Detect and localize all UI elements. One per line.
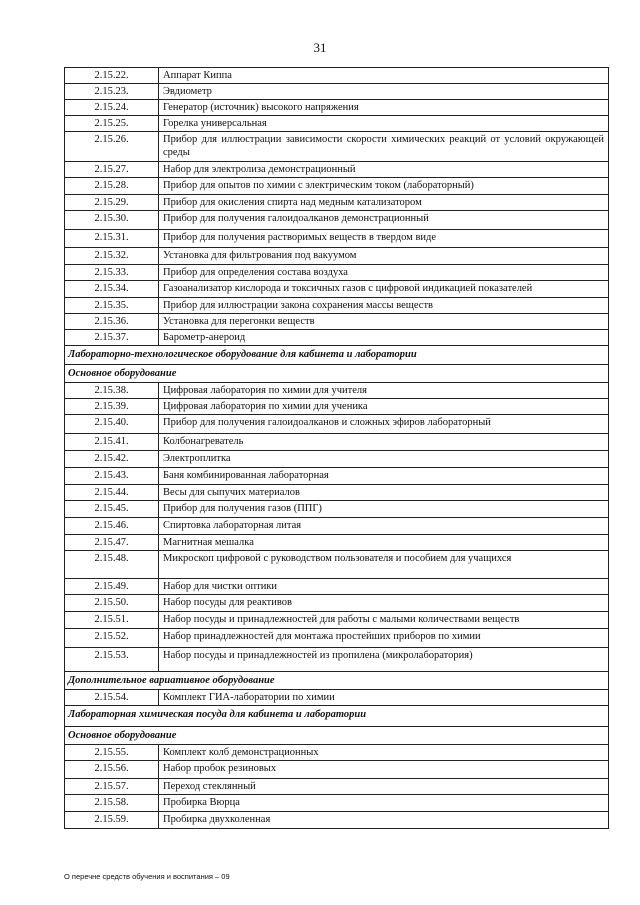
table-row [65, 84, 609, 100]
item-number: 2.15.36. [65, 314, 159, 330]
item-number: 2.15.57. [65, 779, 159, 795]
item-number: 2.15.43. [65, 468, 159, 485]
item-name: Установка для фильтрования под вакуумом [159, 248, 609, 265]
table-row [65, 132, 609, 162]
item-number: 2.15.45. [65, 501, 159, 518]
item-name: Прибор для получения газов (ППГ) [159, 501, 609, 518]
item-name: Прибор для окисления спирта над медным катализатором [159, 195, 609, 211]
item-name: Набор посуды и принадлежностей для работы с малыми количествами веществ [159, 612, 609, 629]
item-name: Набор для чистки оптики [159, 579, 609, 595]
item-number: 2.15.49. [65, 579, 159, 595]
section-header-row [65, 672, 609, 690]
item-name: Прибор для иллюстрации зависимости скорости химических реакций от условий окружающей среды [159, 132, 609, 162]
item-number: 2.15.28. [65, 178, 159, 195]
item-name: Генератор (источник) высокого напряжения [159, 100, 609, 116]
item-name: Установка для перегонки веществ [159, 314, 609, 330]
item-number: 2.15.29. [65, 195, 159, 211]
table-row [65, 468, 609, 485]
item-name: Аппарат Киппа [159, 68, 609, 84]
table-row [65, 314, 609, 330]
item-number: 2.15.35. [65, 298, 159, 314]
item-number: 2.15.26. [65, 132, 159, 162]
item-number: 2.15.59. [65, 812, 159, 829]
section-header-row [65, 706, 609, 727]
item-name: Прибор для получения галоидоалканов и сложных эфиров лабораторный [159, 415, 609, 434]
item-name: Набор пробок резиновых [159, 761, 609, 779]
table-row [65, 434, 609, 451]
item-name: Прибор для получения галоидоалканов демонстрационный [159, 211, 609, 230]
page-number: 31 [313, 40, 327, 55]
item-number: 2.15.34. [65, 281, 159, 298]
table-row [65, 265, 609, 281]
item-number: 2.15.32. [65, 248, 159, 265]
item-number: 2.15.54. [65, 690, 159, 706]
item-name: Барометр-анероид [159, 330, 609, 346]
item-number: 2.15.48. [65, 551, 159, 579]
item-name: Комплект колб демонстрационных [159, 745, 609, 761]
table-row [65, 195, 609, 211]
table-row [65, 612, 609, 629]
item-name: Газоанализатор кислорода и токсичных газов с цифровой индикацией показателей [159, 281, 609, 298]
table-row [65, 298, 609, 314]
table-row [65, 595, 609, 612]
section-title: Дополнительное вариативное оборудование [65, 672, 609, 690]
table-row [65, 415, 609, 434]
item-number: 2.15.44. [65, 485, 159, 501]
table-row [65, 745, 609, 761]
item-name: Весы для сыпучих материалов [159, 485, 609, 501]
table-row [65, 779, 609, 795]
table-row [65, 248, 609, 265]
table-row [65, 281, 609, 298]
item-number: 2.15.56. [65, 761, 159, 779]
item-name: Прибор для получения растворимых веществ в твердом виде [159, 230, 609, 248]
item-number: 2.15.25. [65, 116, 159, 132]
section-header-row [65, 365, 609, 383]
item-number: 2.15.31. [65, 230, 159, 248]
table-row [65, 116, 609, 132]
item-number: 2.15.40. [65, 415, 159, 434]
item-name: Набор для электролиза демонстрационный [159, 162, 609, 178]
item-number: 2.15.55. [65, 745, 159, 761]
table-row [65, 399, 609, 415]
item-name: Пробирка двухколенная [159, 812, 609, 829]
table-row [65, 485, 609, 501]
table-row [65, 518, 609, 535]
item-number: 2.15.41. [65, 434, 159, 451]
table-row [65, 812, 609, 829]
table-row [65, 761, 609, 779]
item-name: Набор принадлежностей для монтажа простейших приборов по химии [159, 629, 609, 648]
table-row [65, 579, 609, 595]
item-name: Цифровая лаборатория по химии для ученика [159, 399, 609, 415]
table-row [65, 535, 609, 551]
table-row [65, 68, 609, 84]
item-name: Микроскоп цифровой с руководством пользователя и пособием для учащихся [159, 551, 609, 579]
table-row [65, 100, 609, 116]
section-header-row [65, 346, 609, 365]
table-row [65, 162, 609, 178]
item-name: Баня комбинированная лабораторная [159, 468, 609, 485]
item-number: 2.15.27. [65, 162, 159, 178]
item-name: Переход стеклянный [159, 779, 609, 795]
item-number: 2.15.33. [65, 265, 159, 281]
item-number: 2.15.53. [65, 648, 159, 672]
table-row [65, 211, 609, 230]
section-title: Основное оборудование [65, 365, 609, 383]
item-number: 2.15.23. [65, 84, 159, 100]
item-name: Прибор для иллюстрации закона сохранения массы веществ [159, 298, 609, 314]
table-row [65, 551, 609, 579]
item-name: Набор посуды и принадлежностей из пропилена (микролаборатория) [159, 648, 609, 672]
table-row [65, 178, 609, 195]
item-name: Прибор для опытов по химии с электрическим током (лабораторный) [159, 178, 609, 195]
section-title: Лабораторно-технологическое оборудование для кабинета и лаборатории [65, 346, 609, 365]
footer-note: О перечне средств обучения и воспитания – 09 [64, 872, 230, 881]
item-number: 2.15.22. [65, 68, 159, 84]
item-number: 2.15.24. [65, 100, 159, 116]
table-row [65, 629, 609, 648]
item-name: Электроплитка [159, 451, 609, 468]
item-name: Цифровая лаборатория по химии для учителя [159, 383, 609, 399]
table-row [65, 230, 609, 248]
item-name: Спиртовка лабораторная литая [159, 518, 609, 535]
section-header-row [65, 727, 609, 745]
item-number: 2.15.47. [65, 535, 159, 551]
item-number: 2.15.37. [65, 330, 159, 346]
table-row [65, 451, 609, 468]
item-number: 2.15.39. [65, 399, 159, 415]
table-row [65, 795, 609, 812]
item-number: 2.15.38. [65, 383, 159, 399]
table-row [65, 690, 609, 706]
table-row [65, 648, 609, 672]
item-name: Колбонагреватель [159, 434, 609, 451]
item-number: 2.15.52. [65, 629, 159, 648]
item-name: Эвдиометр [159, 84, 609, 100]
item-name: Магнитная мешалка [159, 535, 609, 551]
table-row [65, 383, 609, 399]
item-number: 2.15.51. [65, 612, 159, 629]
item-name: Горелка универсальная [159, 116, 609, 132]
item-number: 2.15.50. [65, 595, 159, 612]
section-title: Основное оборудование [65, 727, 609, 745]
item-name: Комплект ГИА-лаборатории по химии [159, 690, 609, 706]
item-number: 2.15.58. [65, 795, 159, 812]
table-row [65, 330, 609, 346]
item-name: Набор посуды для реактивов [159, 595, 609, 612]
item-number: 2.15.30. [65, 211, 159, 230]
section-title: Лабораторная химическая посуда для кабинета и лаборатории [65, 706, 609, 727]
equipment-table [64, 67, 609, 829]
item-name: Пробирка Вюрца [159, 795, 609, 812]
item-name: Прибор для определения состава воздуха [159, 265, 609, 281]
table-row [65, 501, 609, 518]
item-number: 2.15.46. [65, 518, 159, 535]
item-number: 2.15.42. [65, 451, 159, 468]
